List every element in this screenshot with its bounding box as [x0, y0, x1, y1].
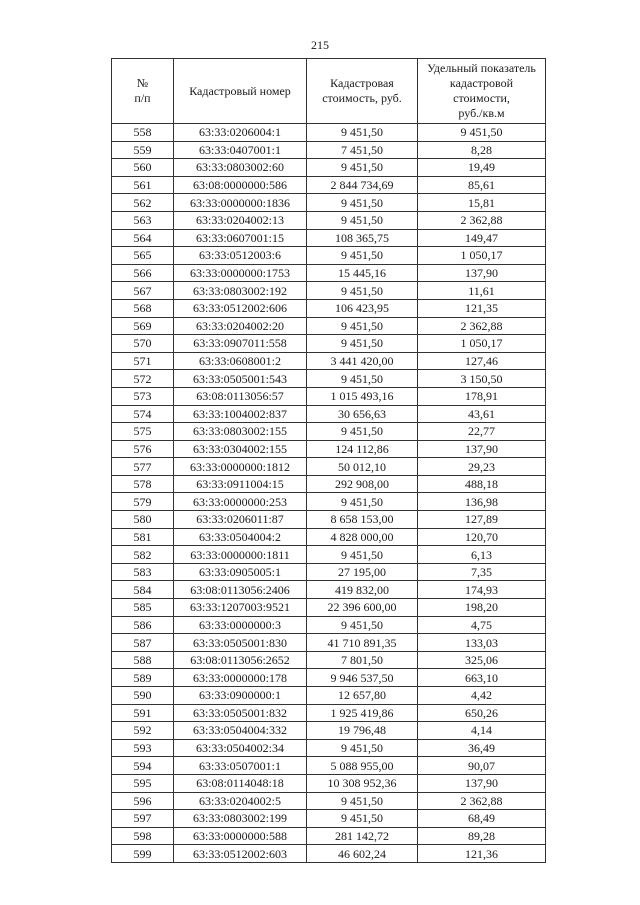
- row-number: 595: [112, 774, 174, 792]
- specific-value: 6,13: [418, 546, 546, 564]
- specific-value: 174,93: [418, 581, 546, 599]
- row-number: 558: [112, 124, 174, 142]
- cadastral-number: 63:33:0512002:606: [174, 299, 307, 317]
- specific-value: 136,98: [418, 493, 546, 511]
- specific-value: 121,35: [418, 299, 546, 317]
- table-row: [112, 827, 546, 845]
- cadastral-cost: 9 451,50: [307, 739, 418, 757]
- cadastral-cost: 15 445,16: [307, 264, 418, 282]
- row-number: 599: [112, 845, 174, 863]
- cadastral-number: 63:33:0000000:1753: [174, 264, 307, 282]
- specific-value: 127,89: [418, 511, 546, 529]
- table-row: [112, 124, 546, 142]
- table-row: [112, 581, 546, 599]
- cadastral-number: 63:33:0905005:1: [174, 563, 307, 581]
- table-row: [112, 687, 546, 705]
- cadastral-number: 63:33:0907011:558: [174, 335, 307, 353]
- specific-value: 2 362,88: [418, 792, 546, 810]
- row-number: 590: [112, 687, 174, 705]
- cadastral-cost: 9 451,50: [307, 159, 418, 177]
- cadastral-number: 63:33:0803002:155: [174, 423, 307, 441]
- table-row: [112, 651, 546, 669]
- cadastral-number: 63:33:0504004:332: [174, 722, 307, 740]
- row-number: 570: [112, 335, 174, 353]
- cadastral-number: 63:08:0113056:2406: [174, 581, 307, 599]
- specific-value: 133,03: [418, 634, 546, 652]
- row-number: 594: [112, 757, 174, 775]
- cadastral-number: 63:33:1207003:9521: [174, 599, 307, 617]
- table-row: [112, 370, 546, 388]
- cadastral-cost: 2 844 734,69: [307, 176, 418, 194]
- cadastral-cost: 4 828 000,00: [307, 528, 418, 546]
- specific-value: 85,61: [418, 176, 546, 194]
- cadastral-number: 63:33:0407001:1: [174, 141, 307, 159]
- cadastral-cost: 124 112,86: [307, 440, 418, 458]
- table-row: [112, 792, 546, 810]
- cadastral-number: 63:33:0000000:3: [174, 616, 307, 634]
- row-number: 591: [112, 704, 174, 722]
- table-row: [112, 722, 546, 740]
- table-row: [112, 264, 546, 282]
- cadastral-cost: 5 088 955,00: [307, 757, 418, 775]
- table-row: [112, 757, 546, 775]
- specific-value: 1 050,17: [418, 247, 546, 265]
- table-row: [112, 282, 546, 300]
- cadastral-number: 63:33:0608001:2: [174, 352, 307, 370]
- row-number: 582: [112, 546, 174, 564]
- row-number: 586: [112, 616, 174, 634]
- row-number: 561: [112, 176, 174, 194]
- specific-value: 4,75: [418, 616, 546, 634]
- cadastral-cost: 9 451,50: [307, 124, 418, 142]
- cadastral-number: 63:08:0000000:586: [174, 176, 307, 194]
- row-number: 568: [112, 299, 174, 317]
- table-row: [112, 229, 546, 247]
- cadastral-cost: 9 451,50: [307, 247, 418, 265]
- table-row: [112, 141, 546, 159]
- cadastral-number: 63:33:0911004:15: [174, 475, 307, 493]
- cadastral-cost: 9 451,50: [307, 493, 418, 511]
- cadastral-cost: 108 365,75: [307, 229, 418, 247]
- row-number: 578: [112, 475, 174, 493]
- cadastral-cost: 19 796,48: [307, 722, 418, 740]
- specific-value: 120,70: [418, 528, 546, 546]
- table-row: [112, 493, 546, 511]
- specific-value: 2 362,88: [418, 317, 546, 335]
- table-row: [112, 194, 546, 212]
- header-cadastral-number: Кадастровый номер: [174, 59, 307, 124]
- specific-value: 198,20: [418, 599, 546, 617]
- cadastral-cost: 9 451,50: [307, 211, 418, 229]
- header-specific-value: Удельный показатель кадастровой стоимости, руб./кв.м: [418, 59, 546, 124]
- cadastral-cost: 27 195,00: [307, 563, 418, 581]
- specific-value: 43,61: [418, 405, 546, 423]
- cadastral-cost: 9 451,50: [307, 792, 418, 810]
- cadastral-number: 63:33:0505001:830: [174, 634, 307, 652]
- cadastral-cost: 1 925 419,86: [307, 704, 418, 722]
- table-body: [112, 124, 546, 863]
- cadastral-cost: 50 012,10: [307, 458, 418, 476]
- specific-value: 4,14: [418, 722, 546, 740]
- specific-value: 90,07: [418, 757, 546, 775]
- specific-value: 3 150,50: [418, 370, 546, 388]
- specific-value: 325,06: [418, 651, 546, 669]
- row-number: 569: [112, 317, 174, 335]
- cadastral-number: 63:33:0000000:178: [174, 669, 307, 687]
- table-row: [112, 440, 546, 458]
- table-row: [112, 352, 546, 370]
- table-row: [112, 546, 546, 564]
- cadastral-cost: 9 451,50: [307, 335, 418, 353]
- cadastral-number: 63:33:0803002:192: [174, 282, 307, 300]
- cadastral-number: 63:08:0113056:2652: [174, 651, 307, 669]
- cadastral-cost: 9 451,50: [307, 194, 418, 212]
- row-number: 584: [112, 581, 174, 599]
- row-number: 583: [112, 563, 174, 581]
- row-number: 563: [112, 211, 174, 229]
- cadastral-cost: 30 656,63: [307, 405, 418, 423]
- table-row: [112, 774, 546, 792]
- cadastral-number: 63:33:0000000:1811: [174, 546, 307, 564]
- row-number: 598: [112, 827, 174, 845]
- cadastral-table: [111, 58, 546, 863]
- specific-value: 4,42: [418, 687, 546, 705]
- table-row: [112, 211, 546, 229]
- cadastral-cost: 419 832,00: [307, 581, 418, 599]
- row-number: 567: [112, 282, 174, 300]
- cadastral-cost: 7 801,50: [307, 651, 418, 669]
- row-number: 571: [112, 352, 174, 370]
- row-number: 588: [112, 651, 174, 669]
- specific-value: 178,91: [418, 387, 546, 405]
- cadastral-number: 63:33:0803002:60: [174, 159, 307, 177]
- specific-value: 488,18: [418, 475, 546, 493]
- cadastral-number: 63:33:0507001:1: [174, 757, 307, 775]
- cadastral-cost: 9 451,50: [307, 370, 418, 388]
- cadastral-number: 63:33:1004002:837: [174, 405, 307, 423]
- row-number: 589: [112, 669, 174, 687]
- cadastral-number: 63:33:0000000:1812: [174, 458, 307, 476]
- table-row: [112, 387, 546, 405]
- cadastral-cost: 22 396 600,00: [307, 599, 418, 617]
- specific-value: 8,28: [418, 141, 546, 159]
- row-number: 581: [112, 528, 174, 546]
- cadastral-cost: 8 658 153,00: [307, 511, 418, 529]
- row-number: 576: [112, 440, 174, 458]
- cadastral-cost: 9 451,50: [307, 546, 418, 564]
- row-number: 565: [112, 247, 174, 265]
- table-row: [112, 528, 546, 546]
- row-number: 574: [112, 405, 174, 423]
- table-row: [112, 423, 546, 441]
- cadastral-number: 63:33:0304002:155: [174, 440, 307, 458]
- table-row: [112, 634, 546, 652]
- specific-value: 137,90: [418, 440, 546, 458]
- cadastral-number: 63:33:0512002:603: [174, 845, 307, 863]
- header-cadastral-cost: Кадастровая стоимость, руб.: [307, 59, 418, 124]
- cadastral-number: 63:33:0000000:588: [174, 827, 307, 845]
- table-row: [112, 317, 546, 335]
- row-number: 559: [112, 141, 174, 159]
- cadastral-cost: 106 423,95: [307, 299, 418, 317]
- row-number: 597: [112, 810, 174, 828]
- cadastral-cost: 41 710 891,35: [307, 634, 418, 652]
- cadastral-number: 63:33:0000000:1836: [174, 194, 307, 212]
- cadastral-number: 63:33:0512003:6: [174, 247, 307, 265]
- table-row: [112, 704, 546, 722]
- row-number: 587: [112, 634, 174, 652]
- cadastral-cost: 9 451,50: [307, 616, 418, 634]
- specific-value: 22,77: [418, 423, 546, 441]
- specific-value: 650,26: [418, 704, 546, 722]
- row-number: 592: [112, 722, 174, 740]
- cadastral-number: 63:08:0113056:57: [174, 387, 307, 405]
- row-number: 572: [112, 370, 174, 388]
- specific-value: 36,49: [418, 739, 546, 757]
- table-row: [112, 810, 546, 828]
- cadastral-number: 63:33:0206011:87: [174, 511, 307, 529]
- cadastral-number: 63:33:0505001:543: [174, 370, 307, 388]
- cadastral-cost: 281 142,72: [307, 827, 418, 845]
- cadastral-cost: 9 451,50: [307, 423, 418, 441]
- table-row: [112, 739, 546, 757]
- cadastral-cost: 1 015 493,16: [307, 387, 418, 405]
- cadastral-number: 63:33:0607001:15: [174, 229, 307, 247]
- table-row: [112, 247, 546, 265]
- cadastral-cost: 9 451,50: [307, 282, 418, 300]
- cadastral-number: 63:33:0206004:1: [174, 124, 307, 142]
- specific-value: 2 362,88: [418, 211, 546, 229]
- table-row: [112, 511, 546, 529]
- table-row: [112, 669, 546, 687]
- specific-value: 127,46: [418, 352, 546, 370]
- cadastral-number: 63:33:0900000:1: [174, 687, 307, 705]
- row-number: 596: [112, 792, 174, 810]
- specific-value: 137,90: [418, 774, 546, 792]
- specific-value: 11,61: [418, 282, 546, 300]
- specific-value: 89,28: [418, 827, 546, 845]
- cadastral-cost: 3 441 420,00: [307, 352, 418, 370]
- cadastral-number: 63:33:0505001:832: [174, 704, 307, 722]
- row-number: 564: [112, 229, 174, 247]
- specific-value: 9 451,50: [418, 124, 546, 142]
- specific-value: 68,49: [418, 810, 546, 828]
- row-number: 566: [112, 264, 174, 282]
- row-number: 579: [112, 493, 174, 511]
- table-row: [112, 159, 546, 177]
- specific-value: 121,36: [418, 845, 546, 863]
- row-number: 575: [112, 423, 174, 441]
- specific-value: 7,35: [418, 563, 546, 581]
- table-row: [112, 405, 546, 423]
- specific-value: 1 050,17: [418, 335, 546, 353]
- specific-value: 137,90: [418, 264, 546, 282]
- row-number: 577: [112, 458, 174, 476]
- table-row: [112, 335, 546, 353]
- cadastral-cost: 9 451,50: [307, 317, 418, 335]
- cadastral-cost: 12 657,80: [307, 687, 418, 705]
- cadastral-cost: 7 451,50: [307, 141, 418, 159]
- row-number: 560: [112, 159, 174, 177]
- table-row: [112, 176, 546, 194]
- header-num: № п/п: [112, 59, 174, 124]
- specific-value: 29,23: [418, 458, 546, 476]
- cadastral-number: 63:33:0000000:253: [174, 493, 307, 511]
- cadastral-cost: 10 308 952,36: [307, 774, 418, 792]
- row-number: 593: [112, 739, 174, 757]
- cadastral-number: 63:33:0204002:5: [174, 792, 307, 810]
- cadastral-number: 63:33:0504004:2: [174, 528, 307, 546]
- cadastral-number: 63:33:0803002:199: [174, 810, 307, 828]
- specific-value: 19,49: [418, 159, 546, 177]
- cadastral-cost: 292 908,00: [307, 475, 418, 493]
- page-number: 215: [311, 38, 329, 52]
- table-row: [112, 475, 546, 493]
- table-header: [112, 59, 546, 124]
- table-row: [112, 563, 546, 581]
- cadastral-number: 63:33:0204002:13: [174, 211, 307, 229]
- row-number: 573: [112, 387, 174, 405]
- cadastral-cost: 46 602,24: [307, 845, 418, 863]
- cadastral-number: 63:08:0114048:18: [174, 774, 307, 792]
- row-number: 580: [112, 511, 174, 529]
- specific-value: 15,81: [418, 194, 546, 212]
- row-number: 562: [112, 194, 174, 212]
- cadastral-number: 63:33:0504002:34: [174, 739, 307, 757]
- table-row: [112, 845, 546, 863]
- specific-value: 149,47: [418, 229, 546, 247]
- table-row: [112, 299, 546, 317]
- specific-value: 663,10: [418, 669, 546, 687]
- table-row: [112, 458, 546, 476]
- table-row: [112, 599, 546, 617]
- cadastral-number: 63:33:0204002:20: [174, 317, 307, 335]
- cadastral-cost: 9 451,50: [307, 810, 418, 828]
- table-row: [112, 616, 546, 634]
- row-number: 585: [112, 599, 174, 617]
- cadastral-cost: 9 946 537,50: [307, 669, 418, 687]
